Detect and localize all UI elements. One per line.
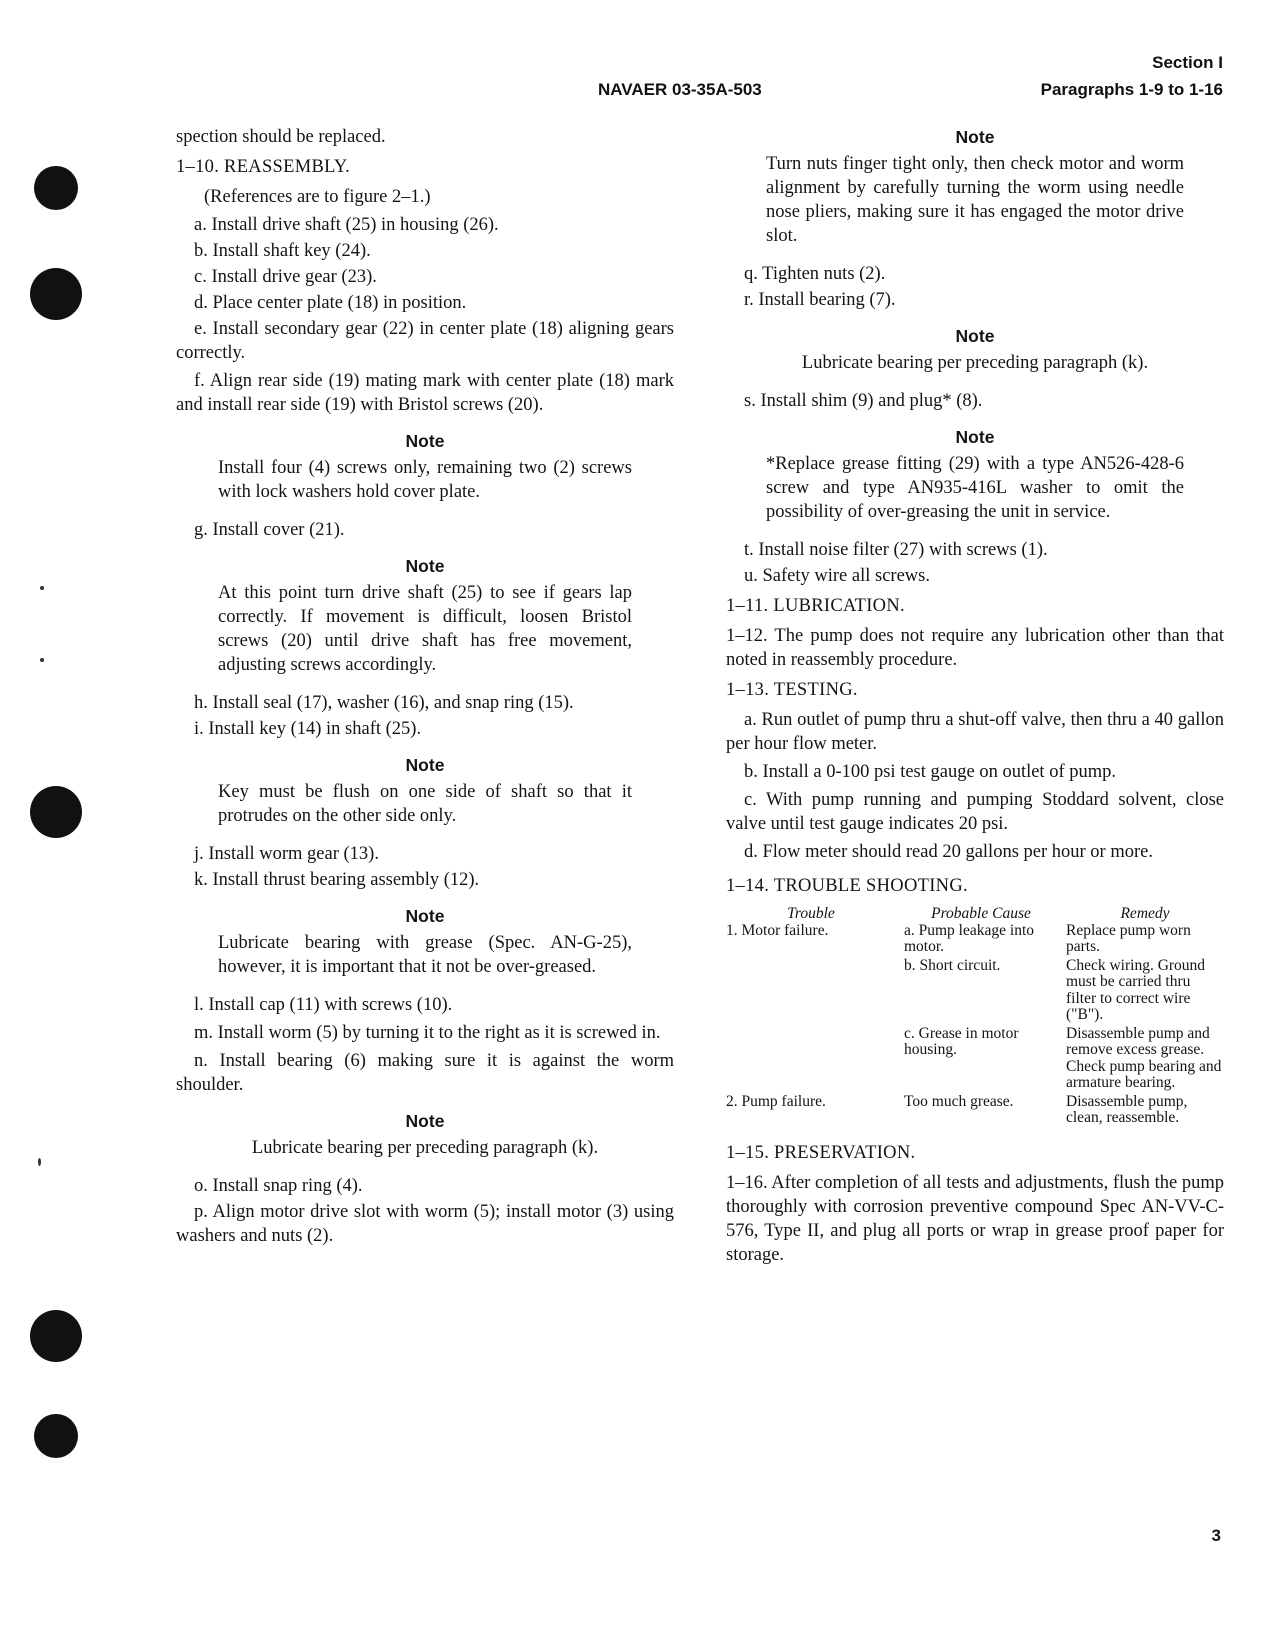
note-title: Note bbox=[405, 906, 445, 926]
binder-hole bbox=[34, 1414, 78, 1458]
note-text: *Replace grease fitting (29) with a type AN526-428-6 screw and type AN935-416L washer to omit the possibility of over-greasing the unit in service. bbox=[766, 454, 1184, 522]
note-title: Note bbox=[405, 431, 445, 451]
cause-cell: c. Grease in motor housing. bbox=[904, 1024, 1019, 1058]
note-grease bbox=[176, 904, 674, 979]
remedy-cell: Replace pump worn parts. bbox=[1066, 921, 1191, 955]
binder-hole bbox=[34, 166, 78, 210]
note-title: Note bbox=[405, 1111, 445, 1131]
note-text: Key must be flush on one side of shaft so that it protrudes on the other side only. bbox=[218, 782, 632, 826]
step-l: l. Install cap (11) with screws (10). bbox=[194, 995, 453, 1015]
note-text: Turn nuts finger tight only, then check motor and worm alignment by carefully turning the worm using needle nose pliers, making sure it has engaged the motor drive slot. bbox=[766, 154, 1184, 246]
testing-step-b: b. Install a 0-100 psi test gauge on outlet of pump. bbox=[744, 762, 1116, 782]
trouble-shooting-table bbox=[726, 906, 1224, 1129]
step-q: q. Tighten nuts (2). bbox=[744, 264, 886, 284]
section-label: Section I bbox=[1152, 53, 1223, 72]
step-e: e. Install secondary gear (22) in center plate (18) aligning gears correctly. bbox=[176, 319, 674, 363]
table-row bbox=[726, 1094, 1224, 1129]
step-g: g. Install cover (21). bbox=[194, 520, 345, 540]
note-title: Note bbox=[405, 556, 445, 576]
step-i: i. Install key (14) in shaft (25). bbox=[194, 719, 422, 739]
remedy-cell: Disassemble pump and remove excess grease. Check pump bearing and armature bearing. bbox=[1066, 1024, 1222, 1091]
trouble-cell bbox=[726, 958, 896, 1026]
page-number: 3 bbox=[1211, 1526, 1221, 1545]
step-d: d. Place center plate (18) in position. bbox=[194, 293, 467, 313]
step-k: k. Install thrust bearing assembly (12). bbox=[194, 870, 480, 890]
binder-hole bbox=[30, 268, 82, 320]
note-text: Lubricate bearing per preceding paragraph (k). bbox=[801, 353, 1149, 373]
note-lubricate-bearing bbox=[726, 324, 1224, 375]
remedy-cell: Disassemble pump, clean, reassemble. bbox=[1066, 1092, 1188, 1126]
binder-hole bbox=[30, 1310, 82, 1362]
right-column bbox=[726, 125, 1224, 1271]
note-text: Lubricate bearing per preceding paragraph (k). bbox=[251, 1138, 599, 1158]
scan-speck bbox=[40, 586, 44, 590]
step-j: j. Install worm gear (13). bbox=[194, 844, 379, 864]
step-p: p. Align motor drive slot with worm (5); install motor (3) using washers and nuts (2). bbox=[176, 1202, 674, 1246]
left-column bbox=[176, 125, 674, 1252]
step-b: b. Install shaft key (24). bbox=[194, 241, 371, 261]
reassembly-heading: 1–10. REASSEMBLY. bbox=[176, 157, 351, 177]
trouble-cell bbox=[726, 1026, 896, 1094]
step-t: t. Install noise filter (27) with screws (1). bbox=[744, 540, 1048, 560]
note-lubricate bbox=[176, 1109, 674, 1160]
note-text: Install four (4) screws only, remaining two (2) screws with lock washers hold cover plate. bbox=[218, 458, 632, 502]
step-a: a. Install drive shaft (25) in housing (26). bbox=[194, 215, 499, 235]
testing-heading: 1–13. TESTING. bbox=[726, 680, 858, 700]
note-alignment bbox=[726, 125, 1224, 248]
step-n: n. Install bearing (6) making sure it is against the worm shoulder. bbox=[176, 1051, 674, 1095]
note-key bbox=[176, 753, 674, 828]
note-text: Lubricate bearing with grease (Spec. AN-G-25), however, it is important that it not be over-greased. bbox=[218, 933, 632, 977]
step-f: f. Align rear side (19) mating mark with center plate (18) mark and install rear side (19) with Bristol screws (20). bbox=[176, 371, 674, 415]
paragraph-range: Paragraphs 1-9 to 1-16 bbox=[1040, 80, 1223, 99]
step-h: h. Install seal (17), washer (16), and snap ring (15). bbox=[194, 693, 574, 713]
preservation-heading: 1–15. PRESERVATION. bbox=[726, 1142, 916, 1163]
scan-speck bbox=[40, 658, 44, 662]
note-grease-fitting bbox=[726, 425, 1224, 524]
continuation-text: spection should be replaced. bbox=[176, 127, 386, 147]
publication-number: NAVAER 03-35A-503 bbox=[598, 80, 762, 99]
note-title: Note bbox=[955, 127, 995, 147]
trouble-cell: 1. Motor failure. bbox=[726, 921, 829, 939]
testing-step-d: d. Flow meter should read 20 gallons per hour or more. bbox=[744, 842, 1153, 862]
note-title: Note bbox=[405, 755, 445, 775]
paragraph-1-12: 1–12. The pump does not require any lubrication other than that noted in reassembly procedure. bbox=[726, 626, 1224, 670]
step-o: o. Install snap ring (4). bbox=[194, 1176, 363, 1196]
step-c: c. Install drive gear (23). bbox=[194, 267, 377, 287]
scan-speck bbox=[38, 1158, 41, 1166]
cause-cell: Too much grease. bbox=[904, 1092, 1014, 1110]
table-header-row bbox=[726, 906, 1224, 923]
note-drive-shaft bbox=[176, 554, 674, 677]
step-u: u. Safety wire all screws. bbox=[744, 566, 930, 586]
step-s: s. Install shim (9) and plug* (8). bbox=[744, 391, 983, 411]
testing-step-c: c. With pump running and pumping Stoddard solvent, close valve until test gauge indicates 20 psi. bbox=[726, 790, 1224, 834]
note-title: Note bbox=[955, 427, 995, 447]
binder-hole bbox=[30, 786, 82, 838]
cause-cell: a. Pump leakage into motor. bbox=[904, 921, 1034, 955]
table-row bbox=[726, 1026, 1224, 1094]
reassembly-reference: (References are to figure 2–1.) bbox=[204, 187, 431, 207]
lubrication-heading: 1–11. LUBRICATION. bbox=[726, 596, 905, 616]
trouble-heading: 1–14. TROUBLE SHOOTING. bbox=[726, 876, 968, 896]
note-title: Note bbox=[955, 326, 995, 346]
table-row bbox=[726, 923, 1224, 958]
column-header-remedy: Remedy bbox=[1120, 905, 1170, 922]
note-text: At this point turn drive shaft (25) to see if gears lap correctly. If movement is difficult, loosen Bristol screws (20) until drive shaft has free movement, adjusting screws accordingly. bbox=[218, 583, 632, 675]
column-header-trouble: Trouble bbox=[787, 905, 835, 922]
trouble-cell: 2. Pump failure. bbox=[726, 1092, 826, 1110]
column-header-cause: Probable Cause bbox=[931, 905, 1031, 922]
note-screws bbox=[176, 429, 674, 504]
cause-cell: b. Short circuit. bbox=[904, 956, 1001, 974]
paragraph-1-16: 1–16. After completion of all tests and adjustments, flush the pump thoroughly with corrosion preventive compound Spec AN-VV-C-576, Type II, and plug all ports or wrap in grease proof paper for storage. bbox=[726, 1172, 1224, 1265]
step-r: r. Install bearing (7). bbox=[744, 290, 896, 310]
remedy-cell: Check wiring. Ground must be carried thru filter to correct wire ("B"). bbox=[1066, 956, 1206, 1023]
step-m: m. Install worm (5) by turning it to the right as it is screwed in. bbox=[194, 1023, 661, 1043]
table-row bbox=[726, 958, 1224, 1026]
testing-step-a: a. Run outlet of pump thru a shut-off valve, then thru a 40 gallon per hour flow meter. bbox=[726, 710, 1224, 754]
